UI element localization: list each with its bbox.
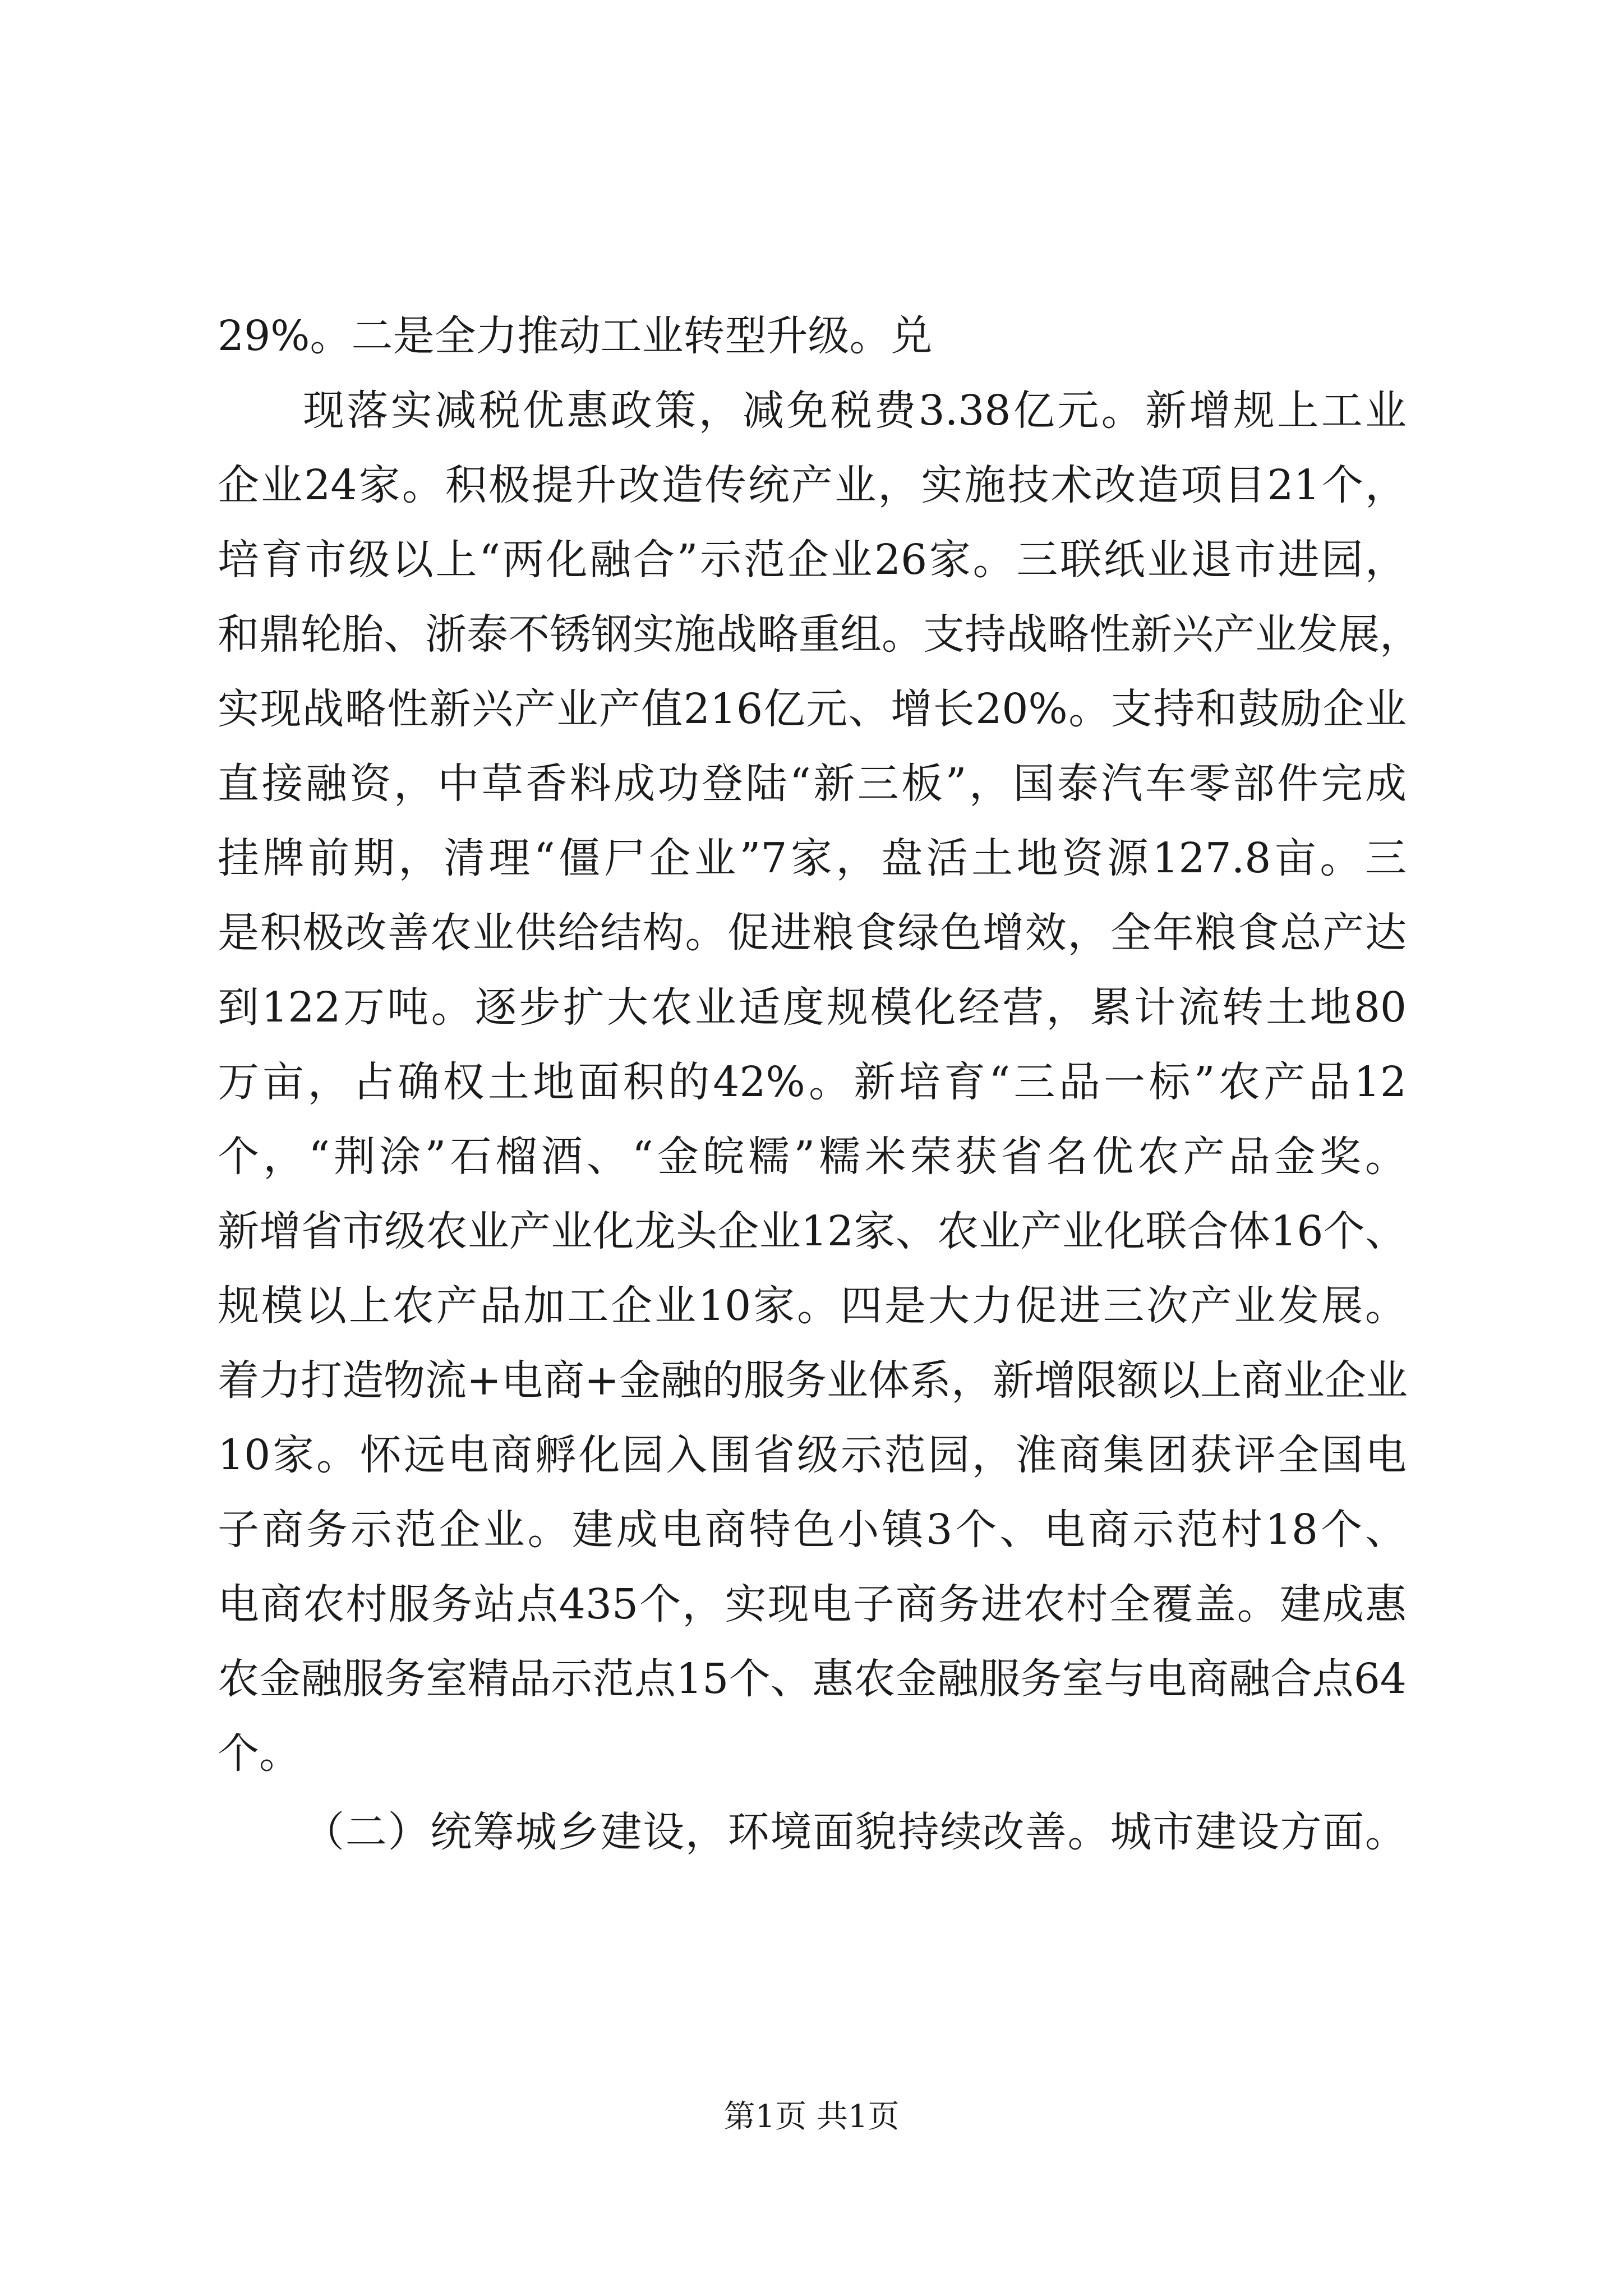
text-line-20: 个。: [218, 1729, 301, 1778]
text-line-17: 子商务示范企业。建成电商特色小镇3个、电商示范村18个、: [218, 1506, 1407, 1554]
text-line-10: 到122万吨。逐步扩大农业适度规模化经营，累计流转土地80: [218, 983, 1407, 1032]
text-line-7: 直接融资，中草香料成功登陆“新三板”，国泰汽车零部件完成: [218, 760, 1407, 808]
text-line-12: 个，“荆涂”石榴酒、“金皖糯”糯米荣获省名优农产品金奖。: [218, 1133, 1407, 1181]
text-line-11: 万亩，占确权土地面积的42%。新培育“三品一标”农产品12: [218, 1058, 1407, 1106]
text-line-16: 10家。怀远电商孵化园入围省级示范园，淮商集团获评全国电: [218, 1431, 1407, 1479]
text-line-15: 着力打造物流+电商+金融的服务业体系，新增限额以上商业企业: [218, 1356, 1408, 1405]
text-line-18: 电商农村服务站点435个，实现电子商务进农村全覆盖。建成惠: [218, 1580, 1407, 1628]
text-line-14: 规模以上农产品加工企业10家。四是大力促进三次产业发展。: [218, 1282, 1407, 1330]
text-line-19: 农金融服务室精品示范点15个、惠农金融服务室与电商融合点64: [218, 1655, 1407, 1703]
text-line-3: 企业24家。积极提升改造传统产业，实施技术改造项目21个，: [218, 461, 1407, 509]
text-line-8: 挂牌前期，清理“僵尸企业”7家，盘活土地资源127.8亩。三: [218, 834, 1407, 882]
text-line-2: 现落实减税优惠政策，减免税费3.38亿元。新增规上工业: [303, 386, 1407, 435]
page-footer: 第1页 共1页: [723, 2099, 900, 2135]
text-line-5: 和鼎轮胎、浙泰不锈钢实施战略重组。支持战略性新兴产业发展，: [218, 610, 1421, 659]
text-line-6: 实现战略性新兴产业产值216亿元、增长20%。支持和鼓励企业: [218, 685, 1407, 733]
text-line-13: 新增省市级农业产业化龙头企业12家、农业产业化联合体16个、: [218, 1207, 1407, 1255]
text-line-9: 是积极改善农业供给结构。促进粮食绿色增效，全年粮食总产达: [218, 909, 1407, 957]
section-heading-line: （二）统筹城乡建设，环境面貌持续改善。城市建设方面。: [303, 1808, 1407, 1856]
text-line-1: 29%。二是全力推动工业转型升级。兑: [218, 312, 933, 360]
text-line-4: 培育市级以上“两化融合”示范企业26家。三联纸业退市进园，: [218, 536, 1407, 584]
